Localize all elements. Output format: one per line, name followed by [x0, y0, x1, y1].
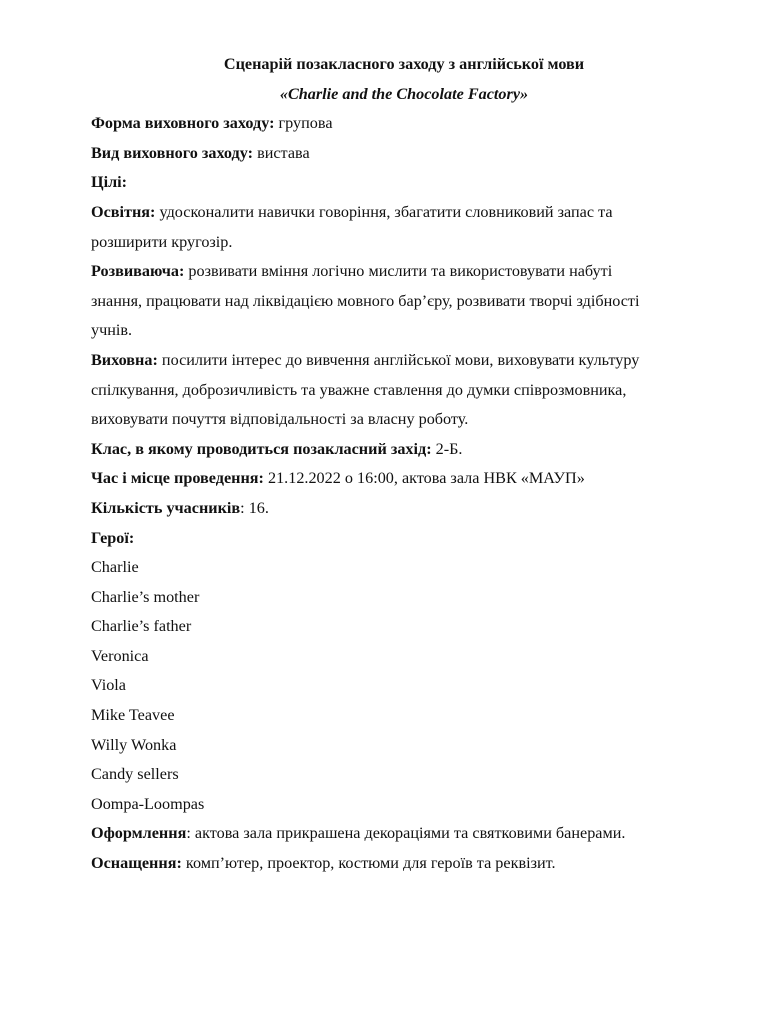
- event-form-label: Форма виховного заходу:: [91, 114, 275, 133]
- upbringing-goal: [91, 346, 731, 435]
- document-page: [91, 50, 731, 879]
- document-subtitle: «Charlie and the Chocolate Factory»: [279, 84, 529, 103]
- hero-item: Charlie’s mother: [91, 587, 200, 606]
- decoration-label: Оформлення: [91, 824, 187, 843]
- developmental-text-1: розвивати вміння логічно мислити та використовувати набуті: [184, 262, 613, 281]
- equipment-label: Оснащення:: [91, 854, 182, 873]
- class-info-value: 2-Б.: [431, 439, 463, 458]
- heroes-label: Герої:: [91, 528, 135, 547]
- hero-item: Viola: [91, 676, 126, 695]
- equipment: [91, 849, 731, 879]
- upbringing-text-1: посилити інтерес до вивчення англійської мови, виховувати культуру: [157, 350, 640, 369]
- developmental-line-2: знання, працювати над ліквідацією мовного бар’єру, розвивати творчі здібності: [91, 291, 640, 310]
- time-place-value: 21.12.2022 о 16:00, актова зала НВК «МАУП»: [263, 469, 585, 488]
- upbringing-line-3: виховувати почуття відповідальності за власну роботу.: [91, 410, 469, 429]
- event-type-label: Вид виховного заходу:: [91, 143, 254, 162]
- time-place: [91, 464, 731, 494]
- goals-heading: [91, 168, 731, 198]
- educational-line-1: [91, 198, 731, 228]
- upbringing-line-1: [91, 346, 731, 376]
- hero-item: Oompa-Loompas: [91, 794, 205, 813]
- developmental-line-3: учнів.: [91, 321, 133, 340]
- document-title: Сценарій позакласного заходу з англійської мови: [223, 55, 585, 73]
- hero-item: Candy sellers: [91, 765, 179, 784]
- educational-goal: [91, 198, 731, 257]
- event-type-value: вистава: [253, 143, 310, 162]
- decoration: [91, 819, 731, 849]
- educational-label: Освітня:: [91, 202, 156, 221]
- heroes-heading: [91, 524, 731, 554]
- decoration-value: : актова зала прикрашена декораціями та святковими банерами.: [186, 824, 626, 843]
- hero-item: Mike Teavee: [91, 706, 175, 725]
- event-form-value: групова: [274, 114, 333, 133]
- class-info-label: Клас, в якому проводиться позакласний захід:: [91, 439, 432, 458]
- hero-item: Charlie’s father: [91, 617, 192, 636]
- educational-text-1: удосконалити навички говоріння, збагатити словниковий запас та: [155, 202, 613, 221]
- developmental-line-1: [91, 257, 731, 287]
- developmental-label: Розвиваюча:: [91, 262, 185, 281]
- participants: [91, 494, 731, 524]
- participants-label: Кількість учасників: [91, 498, 241, 517]
- developmental-goal: [91, 257, 731, 346]
- upbringing-label: Виховна:: [91, 350, 158, 369]
- class-info: [91, 435, 731, 465]
- hero-item: Veronica: [91, 646, 149, 665]
- participants-value: : 16.: [240, 498, 269, 517]
- event-type: [91, 139, 731, 169]
- goals-label: Цілі:: [91, 173, 128, 192]
- event-form: [91, 109, 731, 139]
- time-place-label: Час і місце проведення:: [91, 469, 264, 488]
- equipment-value: комп’ютер, проектор, костюми для героїв та реквізит.: [181, 854, 556, 873]
- upbringing-line-2: спілкування, доброзичливість та уважне ставлення до думки співрозмовника,: [91, 380, 627, 399]
- hero-item: Charlie: [91, 558, 139, 577]
- hero-item: Willy Wonka: [91, 735, 177, 754]
- educational-line-2: розширити кругозір.: [91, 232, 233, 251]
